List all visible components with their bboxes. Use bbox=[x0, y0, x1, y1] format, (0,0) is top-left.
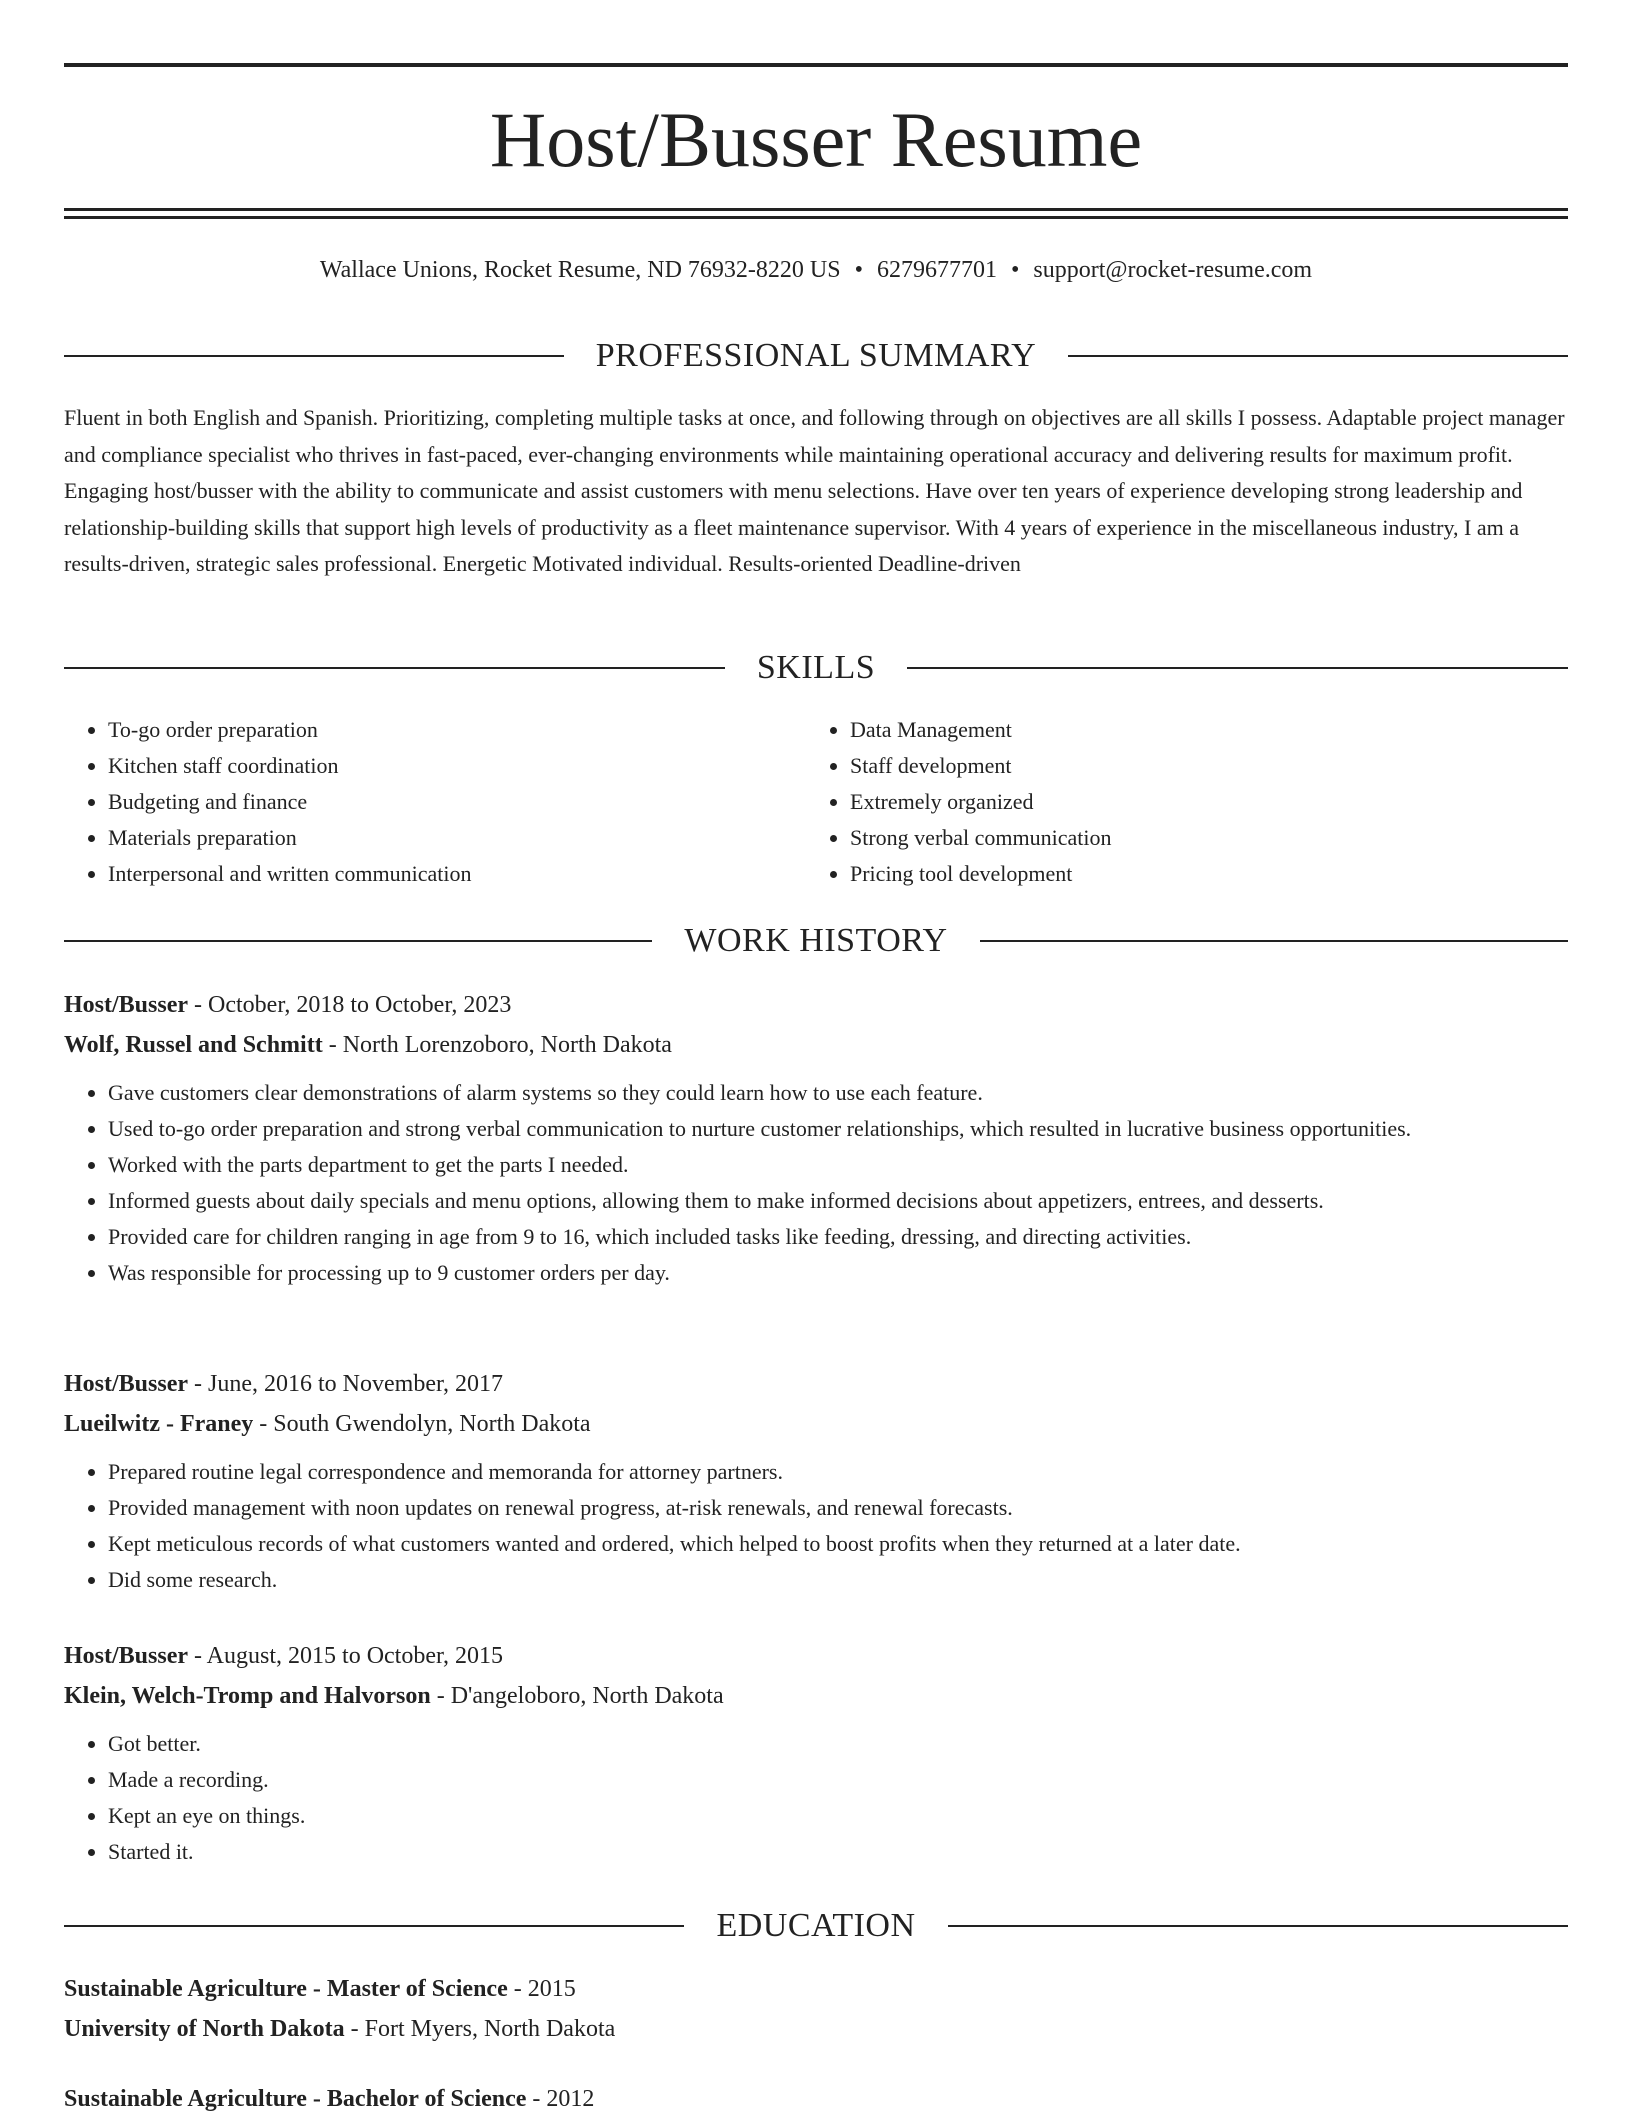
skill-item: • Data Management bbox=[850, 712, 1548, 748]
job-dates: - August, 2015 to October, 2015 bbox=[194, 1643, 504, 1669]
job-bullet: • Did some research. bbox=[108, 1562, 1568, 1598]
summary-text: Fluent in both English and Spanish. Prioritizing, completing multiple tasks at once, and following through on objectives are all skills I possess. Adaptable project manager and compliance specialist who thrives in fast-paced, ever-changing environments while maintaining operational accuracy and delivering results for maximum profit. Engaging host/busser with the ability to communicate and assist customers with menu selections. Have over ten years of experience developing strong leadership and relationship-building skills that support high levels of productivity as a fleet maintenance supervisor. With 4 years of experience in the miscellaneous industry, I am a results-driven, strategic sales professional. Energetic Motivated individual. Results-oriented Deadline-driven bbox=[64, 405, 1565, 576]
skill-item: • Strong verbal communication bbox=[850, 820, 1548, 856]
skill-item: • To-go order preparation bbox=[108, 712, 806, 748]
education-entry bbox=[64, 1969, 1568, 2049]
contact-line bbox=[64, 252, 1568, 288]
section-rule-left bbox=[64, 1925, 684, 1927]
skill-item: • Materials preparation bbox=[108, 820, 806, 856]
job-entry bbox=[64, 985, 1568, 1291]
section-rule-right bbox=[948, 1925, 1568, 1927]
job-bullet: • Was responsible for processing up to 9 customer orders per day. bbox=[108, 1255, 1568, 1291]
job-bullet: • Provided management with noon updates on renewal progress, at-risk renewals, and renewal forecasts. bbox=[108, 1490, 1568, 1526]
job-company-line bbox=[64, 1025, 1568, 1065]
job-entry bbox=[64, 1364, 1568, 1598]
job-title: Host/Busser bbox=[64, 1643, 189, 1669]
contact-address: Wallace Unions, Rocket Resume, ND 76932-8220 US bbox=[319, 257, 841, 283]
job-location: - D'angeloboro, North Dakota bbox=[436, 1683, 724, 1709]
education-heading: EDUCATION bbox=[716, 1907, 916, 1944]
skill-item: • Interpersonal and written communication bbox=[108, 856, 806, 892]
job-bullet: • Made a recording. bbox=[108, 1762, 1568, 1798]
job-company-line bbox=[64, 1676, 1568, 1716]
skill-item: • Pricing tool development bbox=[850, 856, 1548, 892]
job-company: Wolf, Russel and Schmitt bbox=[64, 1032, 323, 1058]
job-title: Host/Busser bbox=[64, 992, 189, 1018]
education-year: - 2015 bbox=[513, 1976, 576, 2002]
skills-list bbox=[64, 712, 1568, 892]
job-bullets bbox=[64, 1075, 1568, 1291]
job-entry bbox=[64, 1636, 1568, 1870]
section-rule-left bbox=[64, 667, 725, 669]
job-dates: - October, 2018 to October, 2023 bbox=[194, 992, 512, 1018]
title-rule-lower bbox=[64, 216, 1568, 219]
job-company: Lueilwitz - Franey bbox=[64, 1411, 254, 1437]
job-bullet: • Worked with the parts department to get the parts I needed. bbox=[108, 1147, 1568, 1183]
education-location: - Fort Myers, North Dakota bbox=[350, 2016, 616, 2042]
job-bullet: • Started it. bbox=[108, 1834, 1568, 1870]
education-section-header bbox=[64, 1904, 1568, 1948]
job-bullets bbox=[64, 1454, 1568, 1598]
work-heading: WORK HISTORY bbox=[684, 922, 948, 959]
skill-item: • Extremely organized bbox=[850, 784, 1548, 820]
education-degree: Sustainable Agriculture - Master of Science bbox=[64, 1976, 508, 2002]
job-bullet: • Prepared routine legal correspondence and memoranda for attorney partners. bbox=[108, 1454, 1568, 1490]
skills-column-left bbox=[64, 712, 806, 892]
education-school: University of North Dakota bbox=[64, 2016, 345, 2042]
skill-item: • Budgeting and finance bbox=[108, 784, 806, 820]
job-title-line bbox=[64, 1636, 1568, 1676]
education-degree-line bbox=[64, 2079, 1568, 2112]
contact-separator: • bbox=[854, 257, 863, 283]
job-company-line bbox=[64, 1404, 1568, 1444]
contact-phone: 6279677701 bbox=[876, 257, 997, 283]
job-bullet: • Used to-go order preparation and strong verbal communication to nurture customer relationships, which resulted in lucrative business opportunities. bbox=[108, 1111, 1568, 1147]
work-section-header bbox=[64, 919, 1568, 963]
section-rule-right bbox=[1068, 355, 1568, 357]
summary-section-header bbox=[64, 334, 1568, 378]
job-title: Host/Busser bbox=[64, 1371, 189, 1397]
section-rule-left bbox=[64, 355, 564, 357]
job-title-line bbox=[64, 985, 1568, 1025]
job-bullets bbox=[64, 1726, 1568, 1870]
summary-heading: PROFESSIONAL SUMMARY bbox=[595, 337, 1037, 374]
top-rule bbox=[64, 63, 1568, 67]
job-bullet: • Kept an eye on things. bbox=[108, 1798, 1568, 1834]
skills-heading: SKILLS bbox=[756, 649, 876, 686]
job-bullet: • Kept meticulous records of what customers wanted and ordered, which helped to boost profits when they returned at a later date. bbox=[108, 1526, 1568, 1562]
section-rule-right bbox=[907, 667, 1568, 669]
education-school-line bbox=[64, 2009, 1568, 2049]
job-title-line bbox=[64, 1364, 1568, 1404]
education-entry bbox=[64, 2079, 1568, 2112]
skill-item: • Staff development bbox=[850, 748, 1548, 784]
job-bullet: • Informed guests about daily specials and menu options, allowing them to make informed decisions about appetizers, entrees, and desserts. bbox=[108, 1183, 1568, 1219]
job-location: - North Lorenzoboro, North Dakota bbox=[328, 1032, 672, 1058]
contact-email: support@rocket-resume.com bbox=[1033, 257, 1313, 283]
skills-column-right bbox=[806, 712, 1548, 892]
contact-separator: • bbox=[1010, 257, 1020, 283]
resume-title: Host/Busser Resume bbox=[489, 96, 1143, 183]
job-bullet: • Gave customers clear demonstrations of alarm systems so they could learn how to use each feature. bbox=[108, 1075, 1568, 1111]
education-degree-line bbox=[64, 1969, 1568, 2009]
education-year: - 2012 bbox=[532, 2086, 595, 2112]
job-location: - South Gwendolyn, North Dakota bbox=[259, 1411, 591, 1437]
job-company: Klein, Welch-Tromp and Halvorson bbox=[64, 1683, 431, 1709]
section-rule-left bbox=[64, 940, 652, 942]
skill-item: • Kitchen staff coordination bbox=[108, 748, 806, 784]
job-bullet: • Provided care for children ranging in age from 9 to 16, which included tasks like feeding, dressing, and directing activities. bbox=[108, 1219, 1568, 1255]
skills-section-header bbox=[64, 646, 1568, 690]
job-dates: - June, 2016 to November, 2017 bbox=[194, 1371, 504, 1397]
title-rule-upper bbox=[64, 208, 1568, 211]
section-rule-right bbox=[980, 940, 1568, 942]
education-degree: Sustainable Agriculture - Bachelor of Science bbox=[64, 2086, 527, 2112]
job-bullet: • Got better. bbox=[108, 1726, 1568, 1762]
